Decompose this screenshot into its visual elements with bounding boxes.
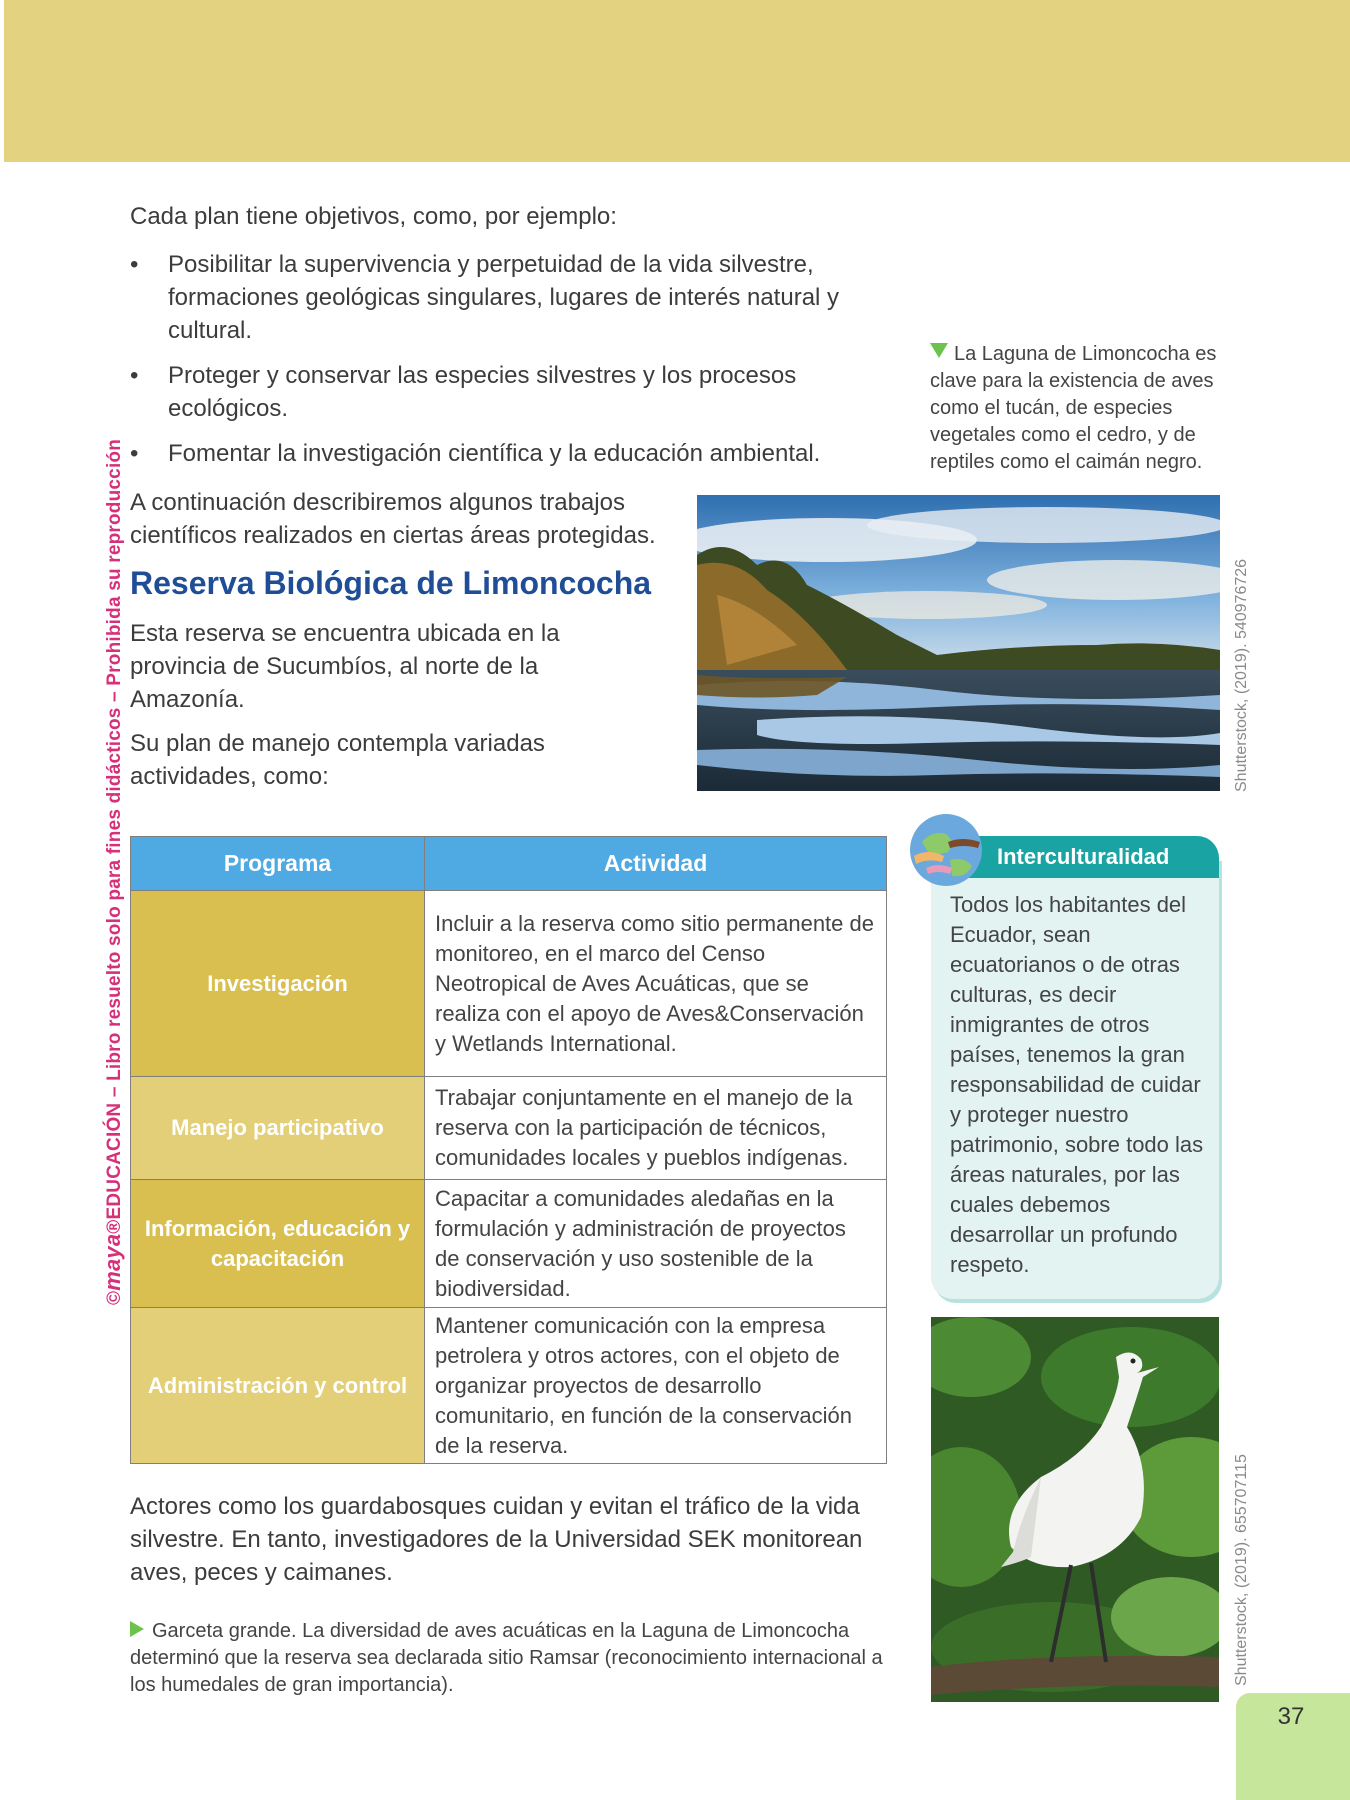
table-header-row	[131, 837, 887, 891]
lake-photo	[697, 495, 1220, 791]
header-programa: Programa	[131, 837, 425, 891]
list-item: • Posibilitar la supervivencia y perpetuidad de la vida silvestre, formaciones geológicas singulares, lugares de interés natural y cultural.	[130, 248, 870, 347]
programs-table	[130, 836, 887, 1464]
list-item: • Proteger y conservar las especies silvestres y los procesos ecológicos.	[130, 359, 870, 425]
header-banner	[0, 0, 1350, 162]
globe-hands-icon	[908, 812, 984, 888]
interculturalidad-title: Interculturalidad	[931, 836, 1219, 878]
location-paragraph: Esta reserva se encuentra ubicada en la provincia de Sucumbíos, al norte de la Amazonía.	[130, 620, 560, 713]
list-item: • Fomentar la investigación científica y la educación ambiental.	[130, 437, 870, 470]
programa-cell: Investigación	[131, 891, 425, 1077]
objectives-list	[130, 248, 870, 482]
plan-paragraph: Su plan de manejo contempla variadas actividades, como:	[130, 730, 545, 790]
lake-caption-text: La Laguna de Limoncocha es clave para la existencia de aves como el tucán, de especies vegetales como el cedro, y de reptiles como el caimán negro.	[930, 343, 1217, 473]
registered-symbol: ®	[104, 1219, 125, 1234]
actores-paragraph: Actores como los guardabosques cuidan y evitan el tráfico de la vida silvestre. En tanto, investigadores de la Universidad SEK monitorean aves, peces y caimanes.	[130, 1493, 863, 1586]
heron-caption	[130, 1618, 900, 1699]
table-row	[131, 1180, 887, 1308]
actividad-cell: Mantener comunicación con la empresa petrolera y otros actores, con el objeto de organizar proyectos de desarrollo comunitario, en función de la conservación de la reserva.	[425, 1308, 887, 1464]
page-number: 37	[1277, 1703, 1305, 1730]
actividad-cell: Capacitar a comunidades aledañas en la formulación y administración de proyectos de conservación y uso sostenible de la biodiversidad.	[425, 1180, 887, 1308]
table-row	[131, 1077, 887, 1180]
table-row	[131, 891, 887, 1077]
copyright-symbol: ©	[104, 1290, 125, 1305]
actividad-cell: Trabajar conjuntamente en el manejo de la reserva con la participación de técnicos, comunidades locales y pueblos indígenas.	[425, 1077, 887, 1180]
actividad-cell: Incluir a la reserva como sitio permanente de monitoreo, en el marco del Censo Neotropical de Aves Acuáticas, que se realiza con el apoyo de Aves&Conservación y Wetlands International.	[425, 891, 887, 1077]
lake-photo-credit: Shutterstock, (2019). 540976726	[1233, 558, 1250, 792]
interculturalidad-text: Todos los habitantes del Ecuador, sean ecuatorianos o de otras culturas, es decir inmigrantes de otros países, tenemos la gran responsabilidad de cuidar y proteger nuestro patrimonio, sobre todo las áreas naturales, por las cuales debemos desarrollar un profundo respeto.	[950, 892, 1204, 1277]
heron-caption-text: Garceta grande. La diversidad de aves acuáticas en la Laguna de Limoncocha determinó que la reserva sea declarada sitio Ramsar (reconocimiento internacional a los humedales de gran importancia).	[130, 1620, 883, 1696]
side-copyright-credit	[100, 438, 126, 1305]
brand-logo-text: maya	[100, 1233, 125, 1291]
triangle-right-icon	[130, 1621, 144, 1637]
programa-cell: Manejo participativo	[131, 1077, 425, 1180]
credit-text: EDUCACIÓN – Libro resuelto solo para fines didácticos – Prohibida su reproducción	[104, 438, 125, 1220]
header-actividad: Actividad	[425, 837, 887, 891]
table-row	[131, 1308, 887, 1464]
banner-edge	[0, 0, 4, 162]
programa-cell: Información, educación y capacitación	[131, 1180, 425, 1308]
continue-paragraph: A continuación describiremos algunos trabajos científicos realizados en ciertas áreas protegidas.	[130, 489, 656, 549]
lake-caption	[930, 341, 1230, 476]
intro-text: Cada plan tiene objetivos, como, por ejemplo:	[130, 203, 617, 230]
section-title: Reserva Biológica de Limoncocha	[130, 565, 652, 601]
heron-photo-credit: Shutterstock, (2019). 655707115	[1233, 1454, 1250, 1686]
programa-cell: Administración y control	[131, 1308, 425, 1464]
heron-photo	[931, 1317, 1219, 1702]
triangle-down-icon	[930, 343, 948, 358]
